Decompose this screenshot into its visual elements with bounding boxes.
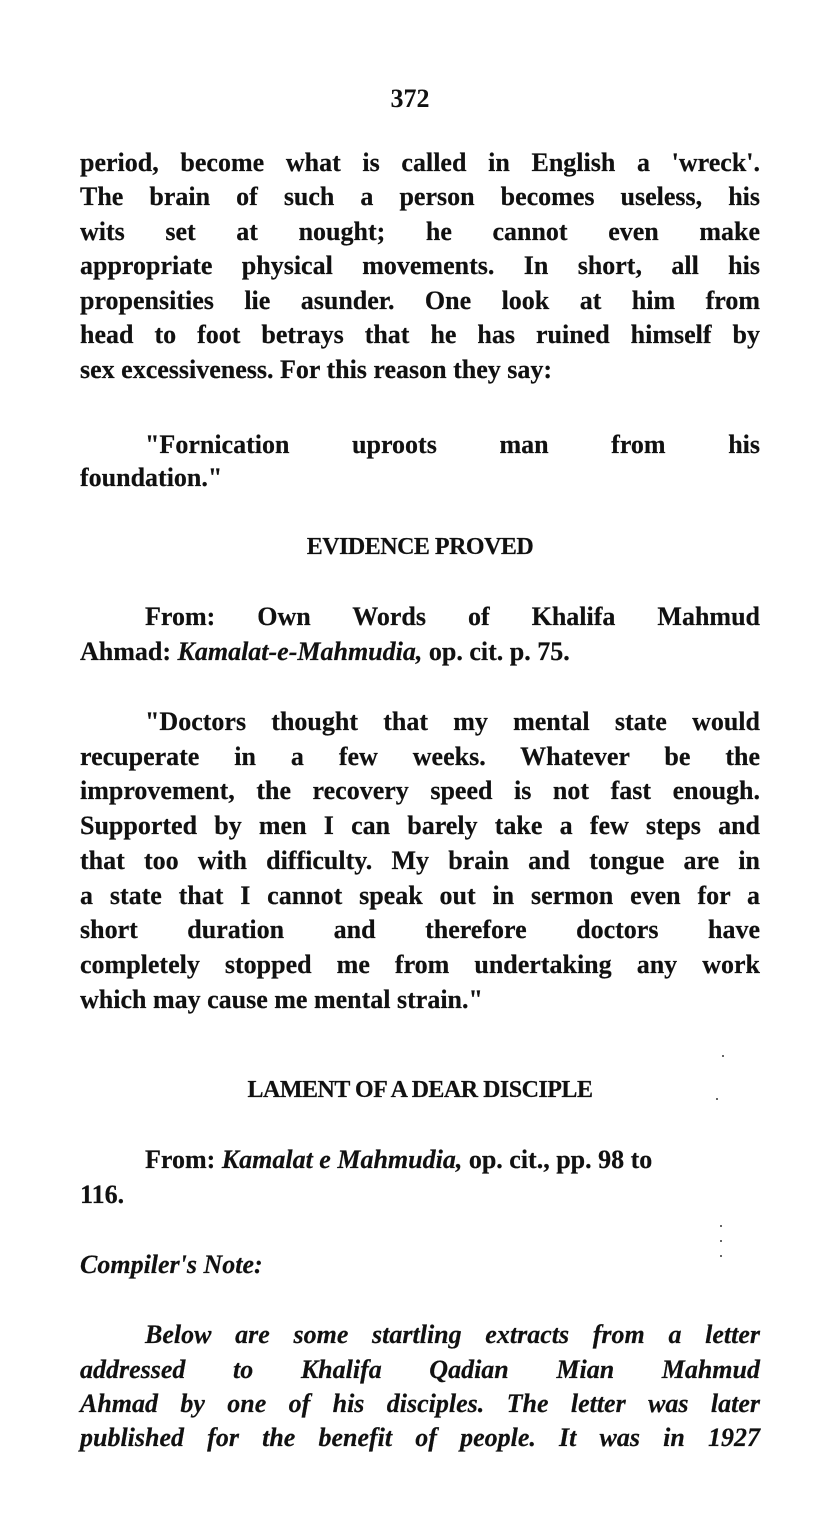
text-line: addressed to Khalifa Qadian Mian Mahmud bbox=[80, 1355, 760, 1384]
page-number: 372 bbox=[390, 84, 430, 113]
text: op. cit. p. 75. bbox=[422, 637, 570, 666]
scan-speck bbox=[722, 1055, 724, 1057]
text: Ahmad: bbox=[80, 637, 178, 666]
text-line: The brain of such a person becomes useless, his bbox=[80, 182, 760, 211]
text-line: sex excessiveness. For this reason they say: bbox=[80, 355, 553, 384]
text-line: From: Own Words of Khalifa Mahmud bbox=[145, 602, 760, 631]
heading-evidence-proved: EVIDENCE PROVED bbox=[306, 534, 534, 560]
text-line: Ahmad by one of his disciples. The letter was later bbox=[80, 1389, 760, 1418]
text-line: completely stopped me from undertaking any work bbox=[80, 950, 760, 979]
scan-speck bbox=[720, 1225, 722, 1227]
text-line: Supported by men I can barely take a few steps and bbox=[80, 811, 760, 840]
text-line: period, become what is called in English a 'wreck'. bbox=[80, 148, 760, 177]
text-line: 116. bbox=[80, 1180, 125, 1209]
book-title: Kamalat-e-Mahmudia, bbox=[177, 637, 423, 666]
compiler-note-label: Compiler's Note: bbox=[80, 1250, 263, 1279]
text-line: short duration and therefore doctors have bbox=[80, 915, 760, 944]
text-line bbox=[80, 635, 760, 669]
text-line: recuperate in a few weeks. Whatever be the bbox=[80, 742, 760, 771]
text-line: foundation." bbox=[80, 463, 223, 492]
text-line: which may cause me mental strain." bbox=[80, 985, 483, 1014]
scan-speck bbox=[720, 1240, 722, 1242]
scan-speck bbox=[716, 1098, 718, 1100]
text-line: appropriate physical movements. In short, all his bbox=[80, 251, 760, 280]
heading-lament: LAMENT OF A DEAR DISCIPLE bbox=[247, 1077, 593, 1103]
text-line: a state that I cannot speak out in sermon even for a bbox=[80, 881, 760, 910]
text-line: propensities lie asunder. One look at him from bbox=[80, 286, 760, 315]
text-line: improvement, the recovery speed is not fast enough. bbox=[80, 776, 760, 805]
text-line: wits set at nought; he cannot even make bbox=[80, 217, 760, 246]
text-line: "Doctors thought that my mental state would bbox=[145, 707, 760, 736]
text-line bbox=[145, 1143, 760, 1177]
text-line: head to foot betrays that he has ruined himself by bbox=[80, 320, 760, 349]
text: op. cit., pp. 98 to bbox=[462, 1145, 653, 1174]
text-line: published for the benefit of people. It was in 1927 bbox=[80, 1423, 760, 1452]
text: From: bbox=[145, 1145, 222, 1174]
text-line: Below are some startling extracts from a letter bbox=[145, 1320, 760, 1349]
book-title: Kamalat e Mahmudia, bbox=[221, 1145, 463, 1174]
text-line: that too with difficulty. My brain and tongue are in bbox=[80, 846, 760, 875]
text-line: "Fornication uproots man from his bbox=[145, 430, 760, 459]
